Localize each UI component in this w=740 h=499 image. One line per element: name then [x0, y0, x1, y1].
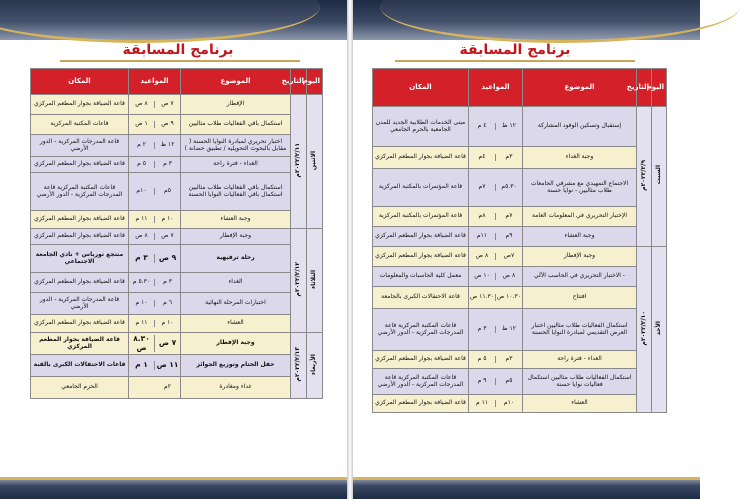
time-from: ٥م	[164, 187, 171, 195]
time-to: ١ م	[129, 361, 155, 370]
day-label: الاثنين	[310, 150, 318, 170]
times-cell	[129, 245, 181, 273]
header-times: المواعيد	[469, 69, 523, 107]
table-row	[373, 267, 667, 287]
right-title-divider	[395, 60, 635, 62]
time-to: ٥ م	[469, 356, 496, 363]
times-cell	[469, 107, 523, 147]
place-cell: قاعة الضيافة بجوار المطعم المركزي	[373, 147, 469, 169]
time-to: ٨ ص	[469, 253, 496, 260]
topic-cell: وجبة العشاء	[523, 227, 637, 247]
topic-cell: الإختبار التحريري في المعلومات العامة	[523, 207, 637, 227]
place-cell: قاعة الضيافة بجوار المطعم المركزي	[31, 157, 129, 173]
topic-cell: العشاء	[181, 315, 291, 333]
time-to: ٥.٣٠ م	[129, 279, 155, 286]
table-row	[31, 135, 323, 157]
place-cell: قاعة الضيافة بجوار المطعم المركزي	[31, 315, 129, 333]
date-cell	[637, 107, 652, 247]
times-cell	[129, 273, 181, 293]
topic-cell: حفل الختام وتوزيع الجوائز	[181, 355, 291, 377]
table-row	[373, 309, 667, 351]
times-cell	[469, 369, 523, 395]
times-cell	[129, 377, 181, 399]
time-to: ٣ م	[129, 254, 155, 263]
time-from: ٨ ص	[502, 272, 516, 280]
time-to: ٣ م	[469, 326, 496, 333]
time-to: ١٠ م	[129, 300, 155, 307]
table-row	[373, 369, 667, 395]
time-to: ١١ م	[469, 400, 496, 407]
topic-cell: الإفطار	[181, 95, 291, 115]
topic-cell: العشاء	[523, 395, 637, 413]
topic-cell: استكمال باقي الفعاليات طلاب مثاليين استكمال باقي الفعاليات النوايا الحسنة	[181, 173, 291, 211]
time-from: ١٢ ظ	[502, 325, 516, 333]
day-label: الثلاثاء	[310, 269, 318, 289]
time-from: ١٢ ظ	[502, 122, 516, 130]
time-to: ٨ ص	[129, 101, 155, 108]
date-cell	[291, 229, 307, 333]
time-from: ٧ ص	[161, 232, 174, 240]
topic-cell: وجبة الإفطار	[523, 247, 637, 267]
place-cell: قاعات المكتبة المركزية قاعة المدرجات المركزية - الدور الأرضي	[373, 309, 469, 351]
time-from: ٦ م	[163, 299, 172, 307]
table-row	[373, 107, 667, 147]
table-row	[31, 333, 323, 355]
header-topic: الموضوع	[181, 69, 291, 95]
time-from: ٥م	[505, 377, 513, 385]
date-cell	[291, 95, 307, 229]
time-to: ١٠م	[129, 188, 155, 195]
page-spine	[347, 0, 353, 499]
time-from: ٧ ص	[158, 338, 177, 348]
place-cell: قاعة الضيافة بجوار المطعم المركزي	[373, 395, 469, 413]
place-cell: قاعة الضيافة بجوار المطعم المركزي	[31, 95, 129, 115]
place-cell: قاعة الضيافة بجوار المطعم المركزي	[373, 247, 469, 267]
time-from: ١٢ ظ	[160, 141, 175, 149]
place-cell: قاعة الضيافة بجوار المطعم المركزي	[373, 227, 469, 247]
place-cell: قاعة الاحتفالات الكبرى بالجامعة	[373, 287, 469, 309]
time-to: ١١ م	[129, 320, 155, 327]
time-to: ٤م	[469, 154, 496, 161]
place-cell: قاعة الضيافة بجوار المطعم المركزي	[31, 211, 129, 229]
table-row	[31, 115, 323, 135]
header-date: التاريخ	[291, 69, 307, 95]
header-place: المكان	[373, 69, 469, 107]
topic-cell: وجبة الإفطار	[181, 229, 291, 245]
times-cell	[129, 135, 181, 157]
topic-cell: اختبارات المرحلة النهائية	[181, 293, 291, 315]
time-from: ٣ م	[163, 160, 172, 168]
place-cell: قاعة الضيافة بجوار المطعم المركزي	[31, 333, 129, 355]
topic-cell: الغداء - فترة راحة	[523, 351, 637, 369]
right-page-title: برنامج المسابقة	[459, 42, 571, 58]
day-cell	[307, 333, 323, 399]
topic-cell: الغداء - فترة راحة	[181, 157, 291, 173]
place-cell: قاعة المدرجات المركزية - الدور الأرضي	[31, 135, 129, 157]
place-cell: قاعة الضيافة بجوار المطعم المركزي	[31, 229, 129, 245]
place-cell: قاعات المكتبة المركزية	[31, 115, 129, 135]
table-row	[31, 355, 323, 377]
place-cell: قاعات المكتبة المركزية قاعة المدرجات المركزية - الدور الأرضي	[373, 369, 469, 395]
place-cell: معمل كلية الحاسبات والمعلومات	[373, 267, 469, 287]
day-cell	[307, 229, 323, 333]
table-row	[373, 169, 667, 207]
date-label: ٢٠٢٢/٢/١٠م	[639, 310, 647, 346]
date-label: ٢٠٢٢/٢/١٣م	[294, 346, 302, 382]
times-cell	[129, 211, 181, 229]
times-cell	[469, 247, 523, 267]
day-cell	[652, 247, 667, 413]
topic-cell: غداء ومغادرة	[181, 377, 291, 399]
table-row	[31, 95, 323, 115]
place-cell: قاعة المؤتمرات بالمكتبة المركزية	[373, 169, 469, 207]
times-cell	[469, 267, 523, 287]
times-cell	[469, 287, 523, 309]
topic-cell: استكمال الفعاليات طلاب مثاليين استكمال فعاليات نوايا حسنة	[523, 369, 637, 395]
time-from: ١٠.٣٠ ص	[497, 293, 521, 301]
time-to: ١ ص	[129, 121, 155, 128]
time-from: ٩ ص	[161, 120, 174, 128]
topic-cell: الغداء	[181, 273, 291, 293]
topic-cell: افتتاح	[523, 287, 637, 309]
table-row	[31, 157, 323, 173]
time-to: ٥ م	[129, 161, 155, 168]
topic-cell: وجبة العشاء	[181, 211, 291, 229]
time-from: ١٠م	[503, 399, 515, 407]
times-cell	[129, 355, 181, 377]
time-from: ٧ ص	[161, 100, 174, 108]
times-cell	[129, 115, 181, 135]
time-from: ٧م	[505, 212, 513, 220]
times-cell	[469, 351, 523, 369]
topic-cell: استكمال الفعاليات طلاب مثاليين اختبار العرض التقديمي لمبادرة النوايا الحسنة	[523, 309, 637, 351]
table-row	[373, 247, 667, 267]
topic-cell: استكمال باقي الفعاليات طلاب مثاليين	[181, 115, 291, 135]
day-cell	[652, 107, 667, 247]
topic-cell: اختبار تحريري لمبادرة النوايا الحسنة ( مقابل بالبحوث التحويلية / تطبيق حضانة )	[181, 135, 291, 157]
times-cell	[129, 315, 181, 333]
times-cell	[129, 333, 181, 355]
times-cell	[129, 95, 181, 115]
time-to: ١١.٣٠ ص	[469, 294, 496, 301]
table-row	[31, 273, 323, 293]
table-row	[31, 245, 323, 273]
times-cell	[129, 157, 181, 173]
table-row	[373, 227, 667, 247]
table-row	[373, 207, 667, 227]
right-schedule-body	[373, 107, 667, 413]
place-cell: قاعات المكتبة المركزية قاعة المدرجات المركزية - الدور الأرضي	[31, 173, 129, 211]
date-label: ٢٠٢٢/٢/٩م	[639, 159, 647, 191]
topic-cell: رحلة ترفيهية	[181, 245, 291, 273]
date-label: ٢٠٢٢/٢/١١م	[294, 142, 302, 178]
time-to: ٤ م	[469, 123, 496, 130]
table-row	[373, 395, 667, 413]
day-cell	[307, 95, 323, 229]
times-cell	[129, 173, 181, 211]
times-cell	[469, 227, 523, 247]
topic-cell: وجبة الإفطار	[181, 333, 291, 355]
right-schedule-table	[372, 68, 667, 413]
time-from: ٣ م	[163, 278, 172, 286]
date-label: ٢٠٢٢/٢/١٢م	[294, 261, 302, 297]
day-label: الأحد	[654, 320, 662, 336]
table-row	[373, 287, 667, 309]
time-to: ٨.٣٠ ص	[129, 335, 155, 352]
topic-cell: الاجتماع التمهيدي مع مشرفي الجامعات طلاب مثاليين - نوايا حسنة	[523, 169, 637, 207]
place-cell: قاعة الضيافة بجوار المطعم المركزي	[31, 273, 129, 293]
table-row	[373, 351, 667, 369]
left-title-divider	[60, 60, 300, 62]
time-to: ٨ ص	[129, 233, 155, 240]
time-from: ٣م	[505, 355, 513, 363]
header-day: اليوم	[307, 69, 323, 95]
table-row	[373, 147, 667, 169]
header-date: التاريخ	[637, 69, 652, 107]
time-from: ٩ ص	[158, 253, 177, 263]
time-to: ٢ م	[129, 142, 155, 149]
topic-cell: إستقبال وتسكين الوفود المشاركة	[523, 107, 637, 147]
time-from: ٢م	[164, 383, 171, 391]
header-topic: الموضوع	[523, 69, 637, 107]
topic-cell: - الاختبار التحريري في الحاسب الآلي	[523, 267, 637, 287]
table-row	[31, 211, 323, 229]
table-row	[31, 293, 323, 315]
time-from: ٩م	[505, 232, 513, 240]
header-times: المواعيد	[129, 69, 181, 95]
time-to: ١١م	[469, 233, 496, 240]
header-day: اليوم	[652, 69, 667, 107]
times-cell	[469, 207, 523, 227]
table-row	[31, 229, 323, 245]
left-schedule-table	[30, 68, 323, 399]
table-row	[31, 315, 323, 333]
time-to: ٨م	[469, 213, 496, 220]
time-from: ٧ص	[503, 252, 515, 260]
place-cell: منتجع تورباس + نادي الجامعة الاجتماعي	[31, 245, 129, 273]
topic-cell: وجبة الغداء	[523, 147, 637, 169]
header-place: المكان	[31, 69, 129, 95]
time-from: ٥.٣٠م	[501, 183, 517, 191]
table-row	[31, 173, 323, 211]
place-cell: قاعة المدرجات المركزية - الدور الأرضي	[31, 293, 129, 315]
time-from: ٣م	[505, 153, 513, 161]
time-from: ١١ ص	[156, 360, 179, 370]
time-to: ٧م	[469, 184, 496, 191]
time-to: ١١ م	[129, 216, 155, 223]
place-cell: الحرم الجامعي	[31, 377, 129, 399]
date-cell	[637, 247, 652, 413]
left-page-title: برنامج المسابقة	[122, 42, 234, 58]
place-cell: مبنى الخدمات الطلابية الجديد للمدن الجامعية بالحرم الجامعي	[373, 107, 469, 147]
day-label: السبت	[654, 165, 662, 185]
times-cell	[469, 395, 523, 413]
times-cell	[129, 229, 181, 245]
place-cell: قاعة المؤتمرات بالمكتبة المركزية	[373, 207, 469, 227]
day-label: الأربعاء	[310, 353, 318, 375]
times-cell	[469, 169, 523, 207]
left-schedule-body	[31, 95, 323, 399]
time-to: ١٠ ص	[469, 273, 496, 280]
times-cell	[129, 293, 181, 315]
times-cell	[469, 309, 523, 351]
place-cell: قاعات الاحتفالات الكبرى بالقبة	[31, 355, 129, 377]
date-cell	[291, 333, 307, 399]
time-to: ٩ م	[469, 378, 496, 385]
place-cell: قاعة الضيافة بجوار المطعم المركزي	[373, 351, 469, 369]
times-cell	[469, 147, 523, 169]
table-row	[31, 377, 323, 399]
time-from: ١٠ م	[161, 215, 174, 223]
time-from: ١٠ م	[161, 319, 174, 327]
